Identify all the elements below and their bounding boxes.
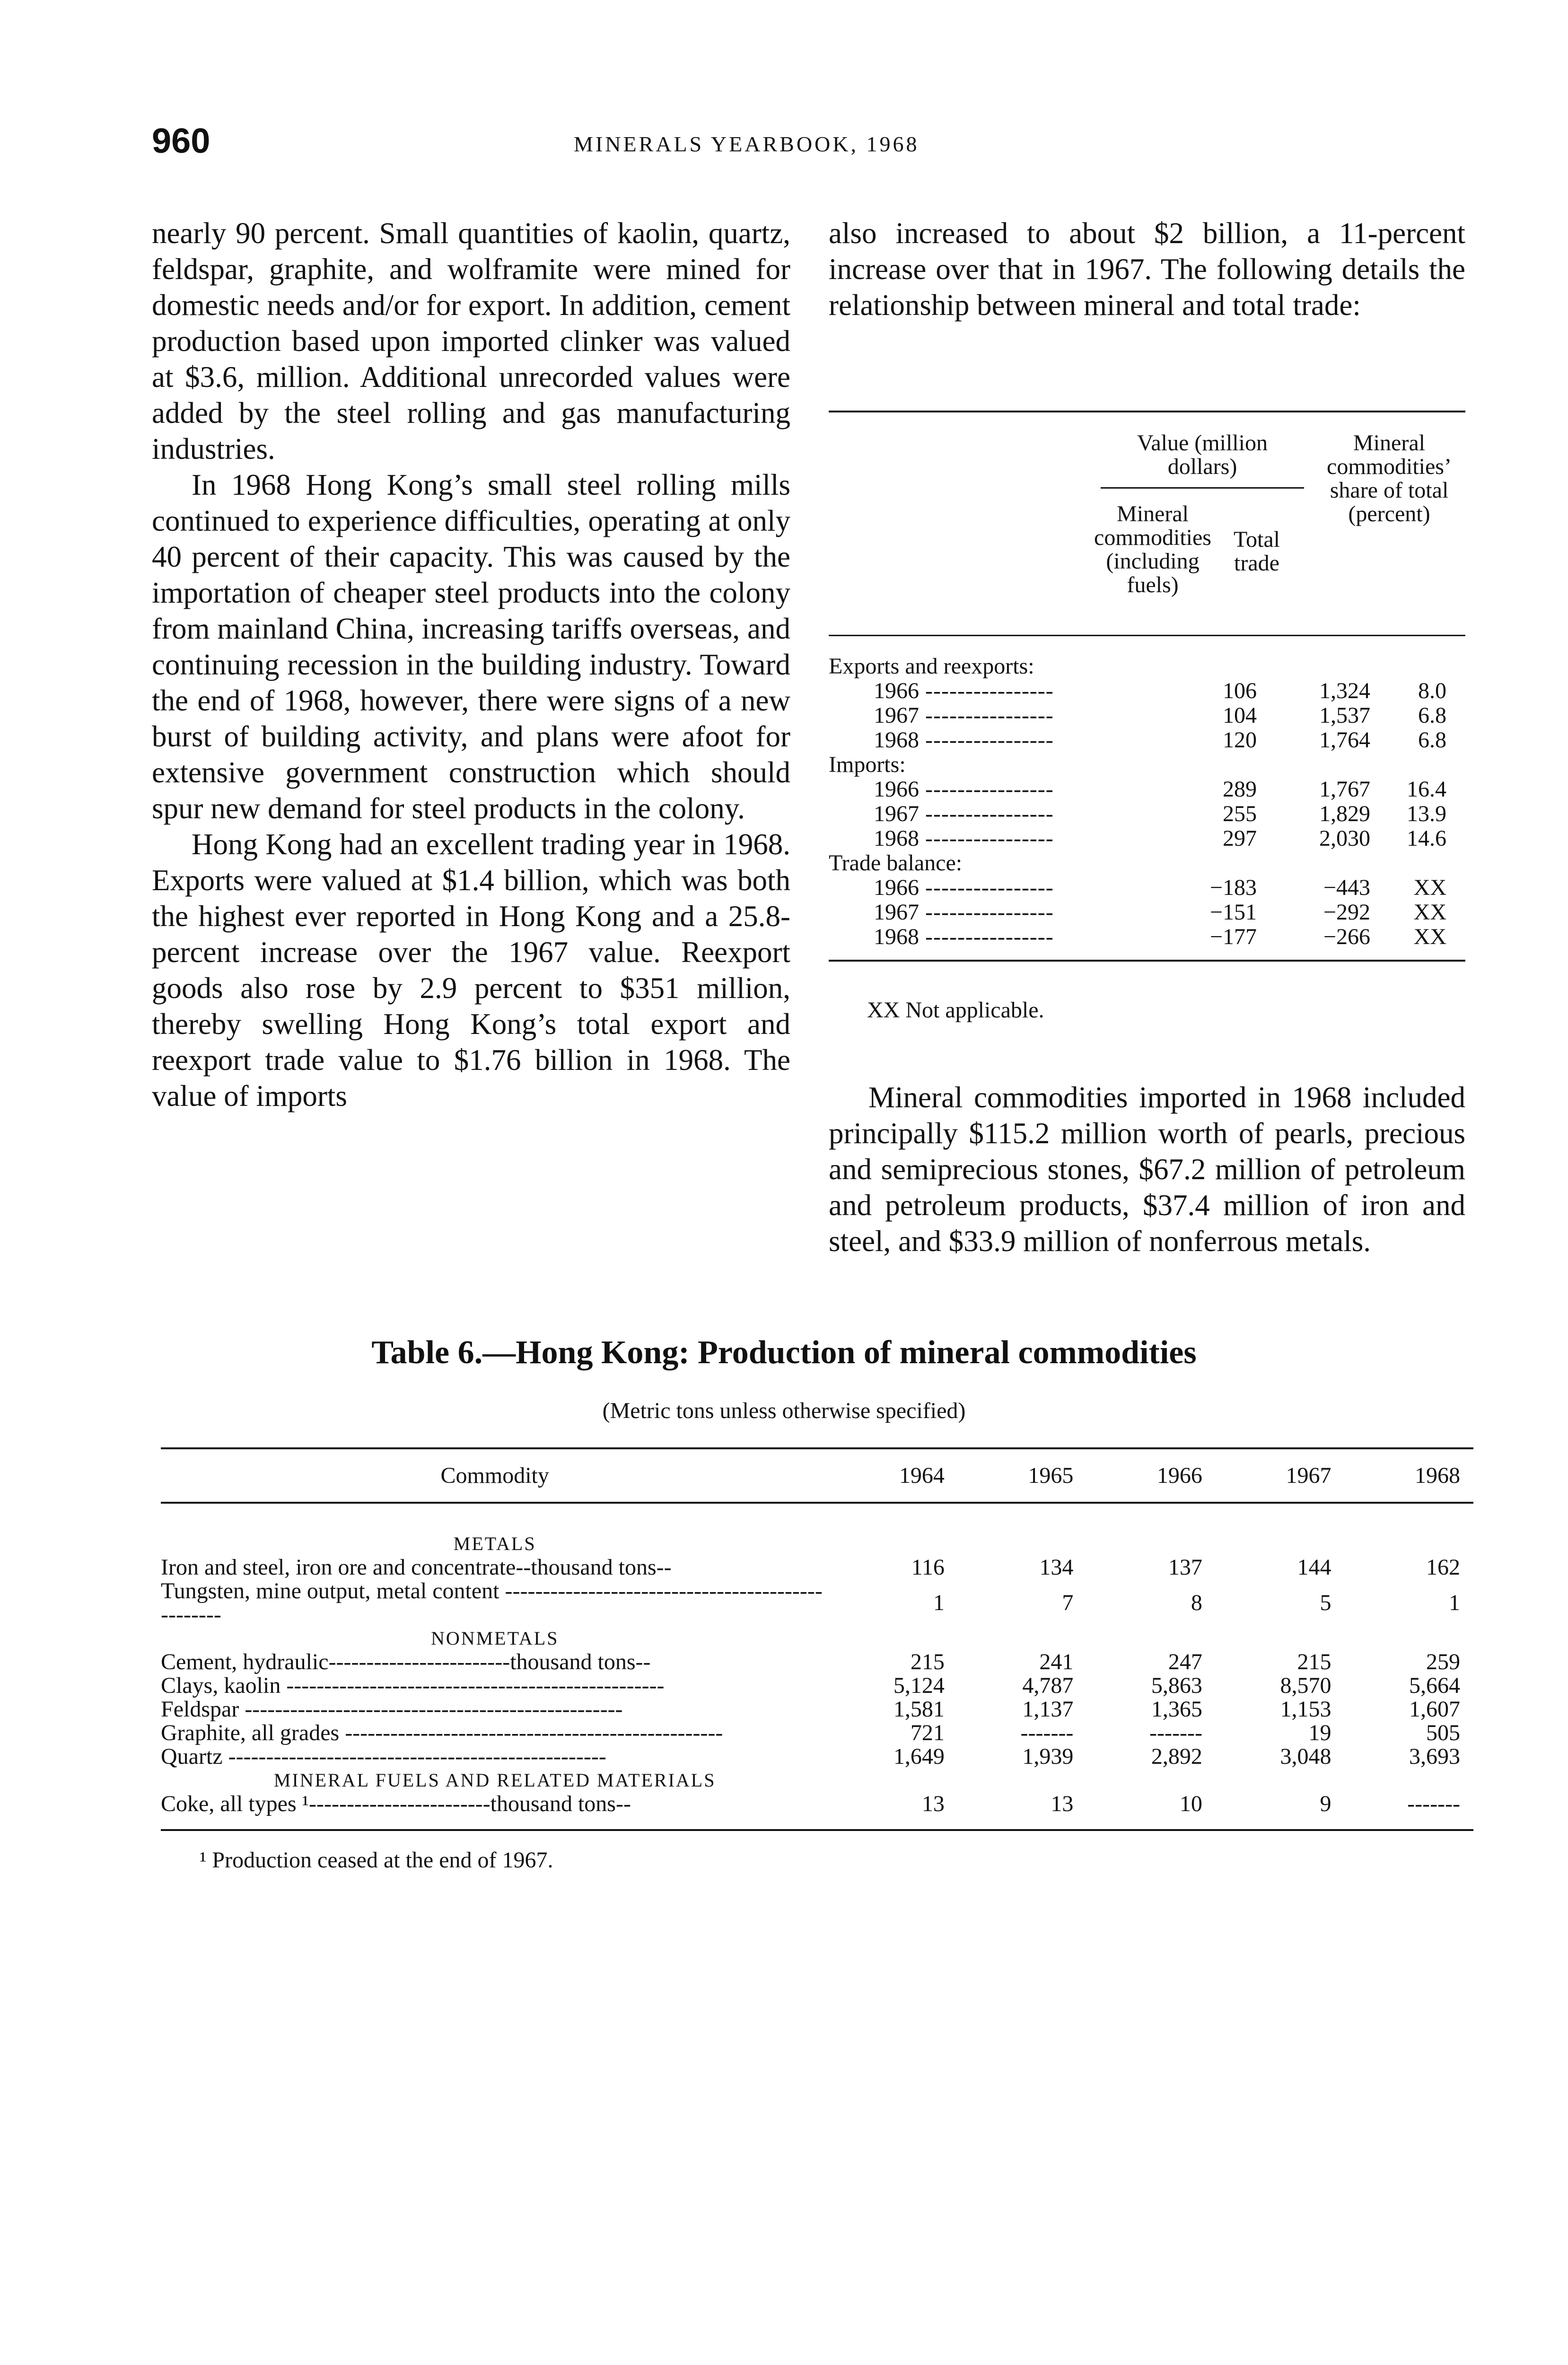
table-row — [829, 826, 1465, 851]
value-cell: 1,153 — [1280, 1697, 1331, 1722]
value-cell: ------- — [1149, 1720, 1202, 1745]
value-cell: 1,939 — [1022, 1744, 1074, 1769]
trade-table — [829, 411, 1465, 962]
commodity-label: Tungsten, mine output, metal content ----- — [161, 1578, 823, 1627]
unit-label: thousand tons — [490, 1791, 616, 1816]
share-cell: 16.4 — [1407, 777, 1446, 802]
section-label: METALS — [453, 1533, 536, 1554]
group-label: Trade balance: — [829, 850, 963, 876]
value-cell: 116 — [911, 1555, 945, 1580]
column-header: 1965 — [958, 1448, 1087, 1503]
value-cell: 259 — [1426, 1649, 1460, 1674]
share-cell: XX — [1413, 875, 1446, 900]
total-cell: 1,537 — [1319, 703, 1370, 728]
mineral-cell: −177 — [1209, 924, 1257, 949]
value-cell: 215 — [1297, 1649, 1331, 1674]
value-cell: 505 — [1426, 1720, 1460, 1745]
paragraph: Mineral commodities imported in 1968 included principally $115.2 million worth of pearls, precious and semiprecious stones, $67.2 million of petroleum and petroleum products, $37.4 million of iron and steel, and $33.9 million of nonferrous metals. — [829, 1081, 1465, 1258]
commodity-label: Feldspar ----- — [161, 1697, 623, 1722]
value-cell: 134 — [1039, 1555, 1074, 1580]
mineral-cell: 289 — [1223, 777, 1257, 802]
commodity-label: Clays, kaolin ----- — [161, 1673, 665, 1698]
value-cell: 5 — [1320, 1590, 1331, 1615]
table-row — [829, 876, 1465, 900]
value-cell: 5,664 — [1409, 1673, 1460, 1698]
share-cell: 6.8 — [1418, 727, 1446, 753]
table-row — [161, 1745, 1473, 1769]
left-column — [152, 215, 790, 1114]
mineral-cell: −151 — [1209, 900, 1257, 925]
mineral-cell: 106 — [1223, 678, 1257, 703]
paragraph: nearly 90 percent. Small quantities of kaolin, quartz, feldspar, graphite, and wolframite were mined for domestic needs and/or for export. In addition, cement production based upon imported clinker was valued at $3.6, million. Additional unrecorded values were added by the steel rolling and gas manufacturing industries. — [152, 217, 790, 465]
year-cell: 1967 ----- — [874, 900, 1054, 925]
table-row: Coke, all types ¹------------------------thousand tons-- 13 13 10 9 ------- — [161, 1792, 1473, 1830]
paragraph: In 1968 Hong Kong’s small steel rolling mills continued to experience difficulties, operating at only 40 percent of their capacity. This was caused by the importation of cheaper steel products into the colony from mainland China, increasing tariffs overseas, and continuing recession in the building industry. Toward the end of 1968, however, there were signs of a new burst of building activity, and plans were afoot for extensive government construction which should spur new demand for steel products in the colony. — [152, 468, 790, 825]
value-cell: 721 — [910, 1720, 945, 1745]
share-cell: 14.6 — [1407, 826, 1446, 851]
trade-table-header — [829, 412, 1465, 635]
value-cell: 5,124 — [893, 1673, 945, 1698]
year-cell: 1966 ----- — [874, 678, 1054, 703]
rule — [1101, 487, 1304, 489]
value-cell: 1 — [1449, 1590, 1460, 1615]
share-cell: 13.9 — [1407, 801, 1446, 826]
value-cell: 2,892 — [1151, 1744, 1202, 1769]
value-cell: 144 — [1297, 1555, 1331, 1580]
table6-title: Table 6.—Hong Kong: Production of mineral commodities — [371, 1334, 1197, 1371]
year-cell: 1968 ----- — [874, 826, 1054, 851]
paragraph: also increased to about $2 billion, a 11-percent increase over that in 1967. The following details the relationship between mineral and total trade: — [829, 217, 1465, 322]
year-cell: 1968 ----- — [874, 727, 1054, 753]
table-row — [161, 1674, 1473, 1698]
mineral-cell: 120 — [1223, 727, 1257, 753]
table-row — [161, 1698, 1473, 1721]
section-row — [161, 1532, 1473, 1556]
commodity-label: Quartz ----- — [161, 1744, 606, 1769]
value-cell: 215 — [910, 1649, 945, 1674]
table-group-row — [829, 753, 1465, 777]
column-header: 1966 — [1086, 1448, 1216, 1503]
section-label: NONMETALS — [430, 1628, 559, 1649]
total-cell: −266 — [1323, 924, 1370, 949]
table-row — [829, 777, 1465, 802]
commodity-label: Iron and steel, iron ore and concentrate — [161, 1555, 516, 1580]
value-cell: 247 — [1168, 1649, 1202, 1674]
total-cell: 1,829 — [1319, 801, 1370, 826]
right-column-top — [829, 215, 1465, 323]
value-cell: 4,787 — [1022, 1673, 1074, 1698]
rule — [829, 960, 1465, 962]
value-cell: 13 — [958, 1792, 1087, 1830]
mineral-cell: 104 — [1223, 703, 1257, 728]
mineral-cell: −183 — [1209, 875, 1257, 900]
paragraph: Hong Kong had an excellent trading year in 1968. Exports were valued at $1.4 billion, which was both the highest ever reported in Hong Kong and a 25.8-percent increase over the 1967 value. Reexport goods also rose by 2.9 percent to $351 million, thereby swelling Hong Kong’s total export and reexport trade value to $1.76 billion in 1968. The value of imports — [152, 828, 790, 1112]
group-label: Imports: — [829, 752, 906, 777]
year-cell: 1968 ----- — [874, 924, 1054, 949]
value-cell: 8,570 — [1280, 1673, 1331, 1698]
total-cell: 1,764 — [1319, 727, 1370, 753]
column-header: 1968 — [1344, 1448, 1473, 1503]
header-value: Value (million dollars) — [1137, 430, 1268, 479]
value-cell: 137 — [1168, 1555, 1202, 1580]
total-cell: 1,324 — [1319, 678, 1370, 703]
value-cell: 3,693 — [1409, 1744, 1460, 1769]
share-cell: 8.0 — [1418, 678, 1446, 703]
value-cell: 1,607 — [1409, 1697, 1460, 1722]
section-row — [161, 1627, 1473, 1650]
header-total: Total trade — [1234, 527, 1280, 576]
commodity-label: Graphite, all grades ----- — [161, 1720, 723, 1745]
table-header-row — [161, 1448, 1473, 1503]
column-header: 1967 — [1216, 1448, 1345, 1503]
trade-table-note: XX Not applicable. — [867, 998, 1044, 1023]
value-cell: 1,649 — [893, 1744, 945, 1769]
value-cell: 10 — [1086, 1792, 1216, 1830]
table-row — [829, 900, 1465, 925]
table-row — [161, 1579, 1473, 1627]
value-cell: ------- — [1020, 1720, 1074, 1745]
table6 — [161, 1447, 1473, 1831]
header-share: Mineral commodities’ share of total (percent) — [1327, 430, 1452, 526]
value-cell: 1,365 — [1151, 1697, 1202, 1722]
value-cell: ------- — [1344, 1792, 1473, 1830]
total-cell: 2,030 — [1319, 826, 1370, 851]
value-cell: 1 — [933, 1590, 945, 1615]
trade-table-body — [829, 654, 1465, 949]
table6-subtitle: (Metric tons unless otherwise specified) — [602, 1398, 966, 1423]
column-header: Commodity — [161, 1448, 829, 1503]
unit-label: thousand tons — [531, 1555, 657, 1580]
total-cell: −443 — [1323, 875, 1370, 900]
rule — [829, 635, 1465, 636]
commodity-label: Cement, hydraulic — [161, 1649, 329, 1674]
value-cell: 162 — [1426, 1555, 1460, 1580]
year-cell: 1966 ----- — [874, 777, 1054, 802]
table-row — [829, 703, 1465, 728]
year-cell: 1966 ----- — [874, 875, 1054, 900]
value-cell: 19 — [1308, 1720, 1331, 1745]
header-mineral: Mineral commodities (including fuels) — [1094, 501, 1211, 597]
value-cell: 8 — [1191, 1590, 1202, 1615]
page-number: 960 — [152, 121, 210, 160]
running-header: MINERALS YEARBOOK, 1968 — [574, 132, 920, 156]
table-row — [829, 925, 1465, 949]
share-cell: 6.8 — [1418, 703, 1446, 728]
value-cell: 241 — [1039, 1649, 1074, 1674]
table6-footnote: ¹ Production ceased at the end of 1967. — [200, 1848, 553, 1873]
share-cell: XX — [1413, 924, 1446, 949]
total-cell: −292 — [1323, 900, 1370, 925]
mineral-cell: 255 — [1223, 801, 1257, 826]
value-cell: 1,137 — [1022, 1697, 1074, 1722]
total-cell: 1,767 — [1319, 777, 1370, 802]
value-cell: 5,863 — [1151, 1673, 1202, 1698]
mineral-cell: 297 — [1223, 826, 1257, 851]
table-group-row — [829, 851, 1465, 876]
table-row: Iron and steel, iron ore and concentrate--thousand tons-- 116 134 137 144 162 — [161, 1556, 1473, 1579]
value-cell: 13 — [829, 1792, 958, 1830]
table-row: Cement, hydraulic------------------------thousand tons-- 215 241 247 215 259 — [161, 1650, 1473, 1674]
share-cell: XX — [1413, 900, 1446, 925]
commodity-label: Coke, all types ¹ — [161, 1791, 309, 1816]
year-cell: 1967 ----- — [874, 703, 1054, 728]
right-column-bottom — [829, 1079, 1465, 1259]
value-cell: 7 — [1062, 1590, 1074, 1615]
table-row — [161, 1721, 1473, 1745]
value-cell: 9 — [1216, 1792, 1345, 1830]
value-cell: 1,581 — [893, 1697, 945, 1722]
year-cell: 1967 ----- — [874, 801, 1054, 826]
value-cell: 3,048 — [1280, 1744, 1331, 1769]
table-row — [829, 679, 1465, 703]
column-header: 1964 — [829, 1448, 958, 1503]
table-group-row — [829, 654, 1465, 679]
section-label: MINERAL FUELS AND RELATED MATERIALS — [273, 1769, 716, 1791]
table-row — [829, 728, 1465, 753]
unit-label: thousand tons — [510, 1649, 636, 1674]
group-label: Exports and reexports: — [829, 654, 1034, 679]
table-row — [829, 802, 1465, 826]
section-row — [161, 1769, 1473, 1792]
